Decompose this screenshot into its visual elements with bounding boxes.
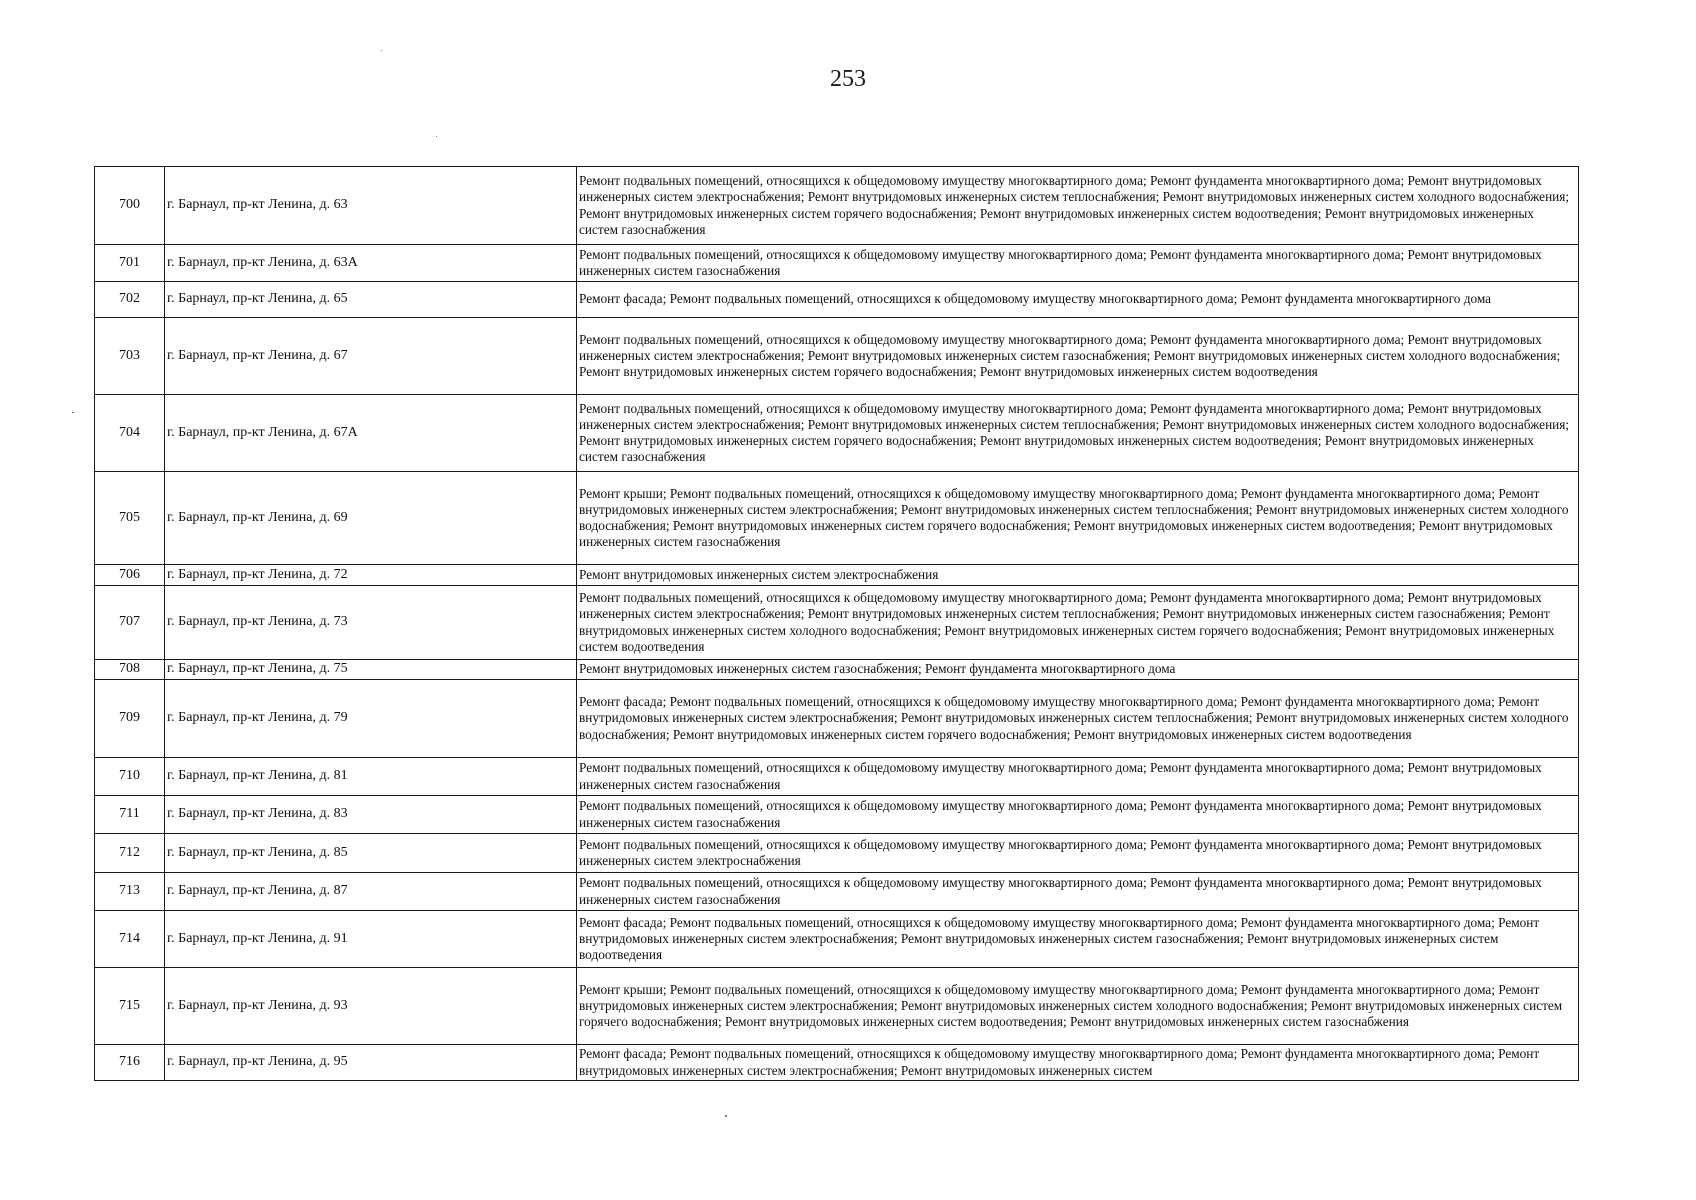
row-works-cell <box>577 318 1579 395</box>
row-works: Ремонт подвальных помещений, относящихся к общедомовому имуществу многоквартирного дома; Ремонт фундамента многоквартирного дома; Ремонт внутридомовых инженерных систем электроснабжения; Ремонт внутридомовых инженерных систем теплоснабжения; Ремонт внутридомовых инженерных систем холодного водоснабжения; Ремонт внутридомовых инженерных систем горячего водоснабжения; Ремонт внутридомовых инженерных систем водоотведения; Ремонт внутридомовых инженерных систем газоснабжения <box>579 173 1570 237</box>
table-row <box>95 968 1579 1045</box>
table-row <box>95 318 1579 395</box>
row-number: 701 <box>95 245 165 282</box>
table-row <box>95 873 1579 911</box>
row-works: Ремонт крыши; Ремонт подвальных помещений, относящихся к общедомовому имуществу многоквартирного дома; Ремонт фундамента многоквартирного дома; Ремонт внутридомовых инженерных систем электроснабжения; Ремонт внутридомовых инженерных систем теплоснабжения; Ремонт внутридомовых инженерных систем холодного водоснабжения; Ремонт внутридомовых инженерных систем горячего водоснабжения; Ремонт внутридомовых инженерных систем водоотведения; Ремонт внутридомовых инженерных систем газоснабжения <box>579 485 1569 550</box>
row-address: г. Барнаул, пр-кт Ленина, д. 69 <box>165 472 577 565</box>
row-address: г. Барнаул, пр-кт Ленина, д. 85 <box>165 834 577 873</box>
table-row <box>95 834 1579 873</box>
row-works-cell <box>577 565 1579 586</box>
row-works-cell <box>577 245 1579 282</box>
row-works: Ремонт подвальных помещений, относящихся к общедомовому имуществу многоквартирного дома; Ремонт фундамента многоквартирного дома; Ремонт внутридомовых инженерных систем газоснабжения <box>579 798 1542 830</box>
row-works-cell <box>577 586 1579 660</box>
row-number: 713 <box>95 873 165 911</box>
table-row <box>95 1045 1579 1081</box>
row-works-cell <box>577 660 1579 680</box>
row-works: Ремонт подвальных помещений, относящихся к общедомовому имуществу многоквартирного дома; Ремонт фундамента многоквартирного дома; Ремонт внутридомовых инженерных систем электроснабжения; Ремонт внутридомовых инженерных систем теплоснабжения; Ремонт внутридомовых инженерных систем холодного водоснабжения; Ремонт внутридомовых инженерных систем горячего водоснабжения; Ремонт внутридомовых инженерных систем водоотведения; Ремонт внутридомовых инженерных систем газоснабжения <box>579 400 1570 465</box>
row-number: 703 <box>95 318 165 395</box>
row-works: Ремонт крыши; Ремонт подвальных помещений, относящихся к общедомовому имуществу многоквартирного дома; Ремонт фундамента многоквартирного дома; Ремонт внутридомовых инженерных систем электроснабжения; Ремонт внутридомовых инженерных систем холодного водоснабжения; Ремонт внутридомовых инженерных систем горячего водоснабжения; Ремонт внутридомовых инженерных систем водоотведения; Ремонт внутридомовых инженерных систем газоснабжения <box>579 981 1563 1030</box>
row-works-cell <box>577 1045 1579 1081</box>
row-works: Ремонт подвальных помещений, относящихся к общедомовому имуществу многоквартирного дома; Ремонт фундамента многоквартирного дома; Ремонт внутридомовых инженерных систем электроснабжения; Ремонт внутридомовых инженерных систем газоснабжения; Ремонт внутридомовых инженерных систем холодного водоснабжения; Ремонт внутридомовых инженерных систем горячего водоснабжения; Ремонт внутридомовых инженерных систем водоотведения <box>579 331 1561 380</box>
row-works-cell <box>577 834 1579 873</box>
page-number: 253 <box>830 66 866 92</box>
table-row <box>95 395 1579 472</box>
row-number: 714 <box>95 911 165 968</box>
row-address: г. Барнаул, пр-кт Ленина, д. 72 <box>165 565 577 586</box>
scan-speck <box>436 136 437 137</box>
row-address: г. Барнаул, пр-кт Ленина, д. 73 <box>165 586 577 660</box>
row-works: Ремонт подвальных помещений, относящихся к общедомовому имуществу многоквартирного дома; Ремонт фундамента многоквартирного дома; Ремонт внутридомовых инженерных систем газоснабжения <box>579 246 1542 278</box>
row-number: 710 <box>95 758 165 796</box>
table-row <box>95 796 1579 834</box>
row-number: 704 <box>95 395 165 472</box>
row-works: Ремонт подвальных помещений, относящихся к общедомовому имуществу многоквартирного дома; Ремонт фундамента многоквартирного дома; Ремонт внутридомовых инженерных систем электроснабжения <box>579 836 1542 868</box>
table-row <box>95 167 1579 245</box>
register-table <box>94 166 1579 1081</box>
row-number: 705 <box>95 472 165 565</box>
table-row <box>95 680 1579 758</box>
scan-speck <box>725 1115 727 1117</box>
row-address: г. Барнаул, пр-кт Ленина, д. 87 <box>165 873 577 911</box>
row-works: Ремонт фасада; Ремонт подвальных помещений, относящихся к общедомовому имуществу многоквартирного дома; Ремонт фундамента многоквартирного дома; Ремонт внутридомовых инженерных систем электроснабжения; Ремонт внутридомовых инженерных систем <box>579 1046 1540 1078</box>
table-row <box>95 758 1579 796</box>
row-works: Ремонт подвальных помещений, относящихся к общедомовому имуществу многоквартирного дома; Ремонт фундамента многоквартирного дома; Ремонт внутридомовых инженерных систем газоснабжения <box>579 875 1542 907</box>
table-row <box>95 586 1579 660</box>
register-table-body <box>95 167 1579 1081</box>
row-number: 700 <box>95 167 165 245</box>
row-address: г. Барнаул, пр-кт Ленина, д. 95 <box>165 1045 577 1081</box>
row-works-cell <box>577 395 1579 472</box>
row-address: г. Барнаул, пр-кт Ленина, д. 91 <box>165 911 577 968</box>
row-address: г. Барнаул, пр-кт Ленина, д. 67А <box>165 395 577 472</box>
row-works: Ремонт внутридомовых инженерных систем газоснабжения; Ремонт фундамента многоквартирного дома <box>579 661 1176 677</box>
row-address: г. Барнаул, пр-кт Ленина, д. 83 <box>165 796 577 834</box>
row-number: 712 <box>95 834 165 873</box>
scan-speck <box>381 50 382 51</box>
row-number: 708 <box>95 660 165 680</box>
row-address: г. Барнаул, пр-кт Ленина, д. 63А <box>165 245 577 282</box>
row-address: г. Барнаул, пр-кт Ленина, д. 81 <box>165 758 577 796</box>
row-works: Ремонт фасада; Ремонт подвальных помещений, относящихся к общедомовому имуществу многоквартирного дома; Ремонт фундамента многоквартирного дома <box>579 291 1492 307</box>
row-works-cell <box>577 796 1579 834</box>
row-address: г. Барнаул, пр-кт Ленина, д. 79 <box>165 680 577 758</box>
row-number: 716 <box>95 1045 165 1081</box>
row-number: 711 <box>95 796 165 834</box>
table-row <box>95 282 1579 318</box>
row-number: 709 <box>95 680 165 758</box>
row-works-cell <box>577 680 1579 758</box>
row-works-cell <box>577 873 1579 911</box>
row-works-cell <box>577 758 1579 796</box>
row-number: 715 <box>95 968 165 1045</box>
register-table-wrapper <box>94 166 1579 1081</box>
row-works-cell <box>577 167 1579 245</box>
scan-speck <box>72 412 74 413</box>
table-row <box>95 472 1579 565</box>
row-works: Ремонт фасада; Ремонт подвальных помещений, относящихся к общедомовому имуществу многоквартирного дома; Ремонт фундамента многоквартирного дома; Ремонт внутридомовых инженерных систем электроснабжения; Ремонт внутридомовых инженерных систем теплоснабжения; Ремонт внутридомовых инженерных систем холодного водоснабжения; Ремонт внутридомовых инженерных систем горячего водоснабжения; Ремонт внутридомовых инженерных систем водоотведения <box>579 694 1569 742</box>
row-address: г. Барнаул, пр-кт Ленина, д. 63 <box>165 167 577 245</box>
row-works-cell <box>577 282 1579 318</box>
row-number: 702 <box>95 282 165 318</box>
row-works-cell <box>577 472 1579 565</box>
row-works: Ремонт внутридомовых инженерных систем электроснабжения <box>579 566 939 582</box>
table-row <box>95 911 1579 968</box>
row-address: г. Барнаул, пр-кт Ленина, д. 93 <box>165 968 577 1045</box>
row-number: 706 <box>95 565 165 586</box>
row-works: Ремонт фасада; Ремонт подвальных помещений, относящихся к общедомовому имуществу многоквартирного дома; Ремонт фундамента многоквартирного дома; Ремонт внутридомовых инженерных систем электроснабжения; Ремонт внутридомовых инженерных систем газоснабжения; Ремонт внутридомовых инженерных систем водоотведения <box>579 914 1540 963</box>
row-works-cell <box>577 968 1579 1045</box>
row-number: 707 <box>95 586 165 660</box>
row-works: Ремонт подвальных помещений, относящихся к общедомовому имуществу многоквартирного дома; Ремонт фундамента многоквартирного дома; Ремонт внутридомовых инженерных систем электроснабжения; Ремонт внутридомовых инженерных систем теплоснабжения; Ремонт внутридомовых инженерных систем газоснабжения; Ремонт внутридомовых инженерных систем холодного водоснабжения; Ремонт внутридомовых инженерных систем горячего водоснабжения; Ремонт внутридомовых инженерных систем водоотведения <box>579 590 1555 654</box>
table-row <box>95 245 1579 282</box>
table-row <box>95 660 1579 680</box>
table-row <box>95 565 1579 586</box>
row-works-cell <box>577 911 1579 968</box>
row-address: г. Барнаул, пр-кт Ленина, д. 67 <box>165 318 577 395</box>
row-works: Ремонт подвальных помещений, относящихся к общедомовому имуществу многоквартирного дома; Ремонт фундамента многоквартирного дома; Ремонт внутридомовых инженерных систем газоснабжения <box>579 760 1542 792</box>
row-address: г. Барнаул, пр-кт Ленина, д. 75 <box>165 660 577 680</box>
row-address: г. Барнаул, пр-кт Ленина, д. 65 <box>165 282 577 318</box>
